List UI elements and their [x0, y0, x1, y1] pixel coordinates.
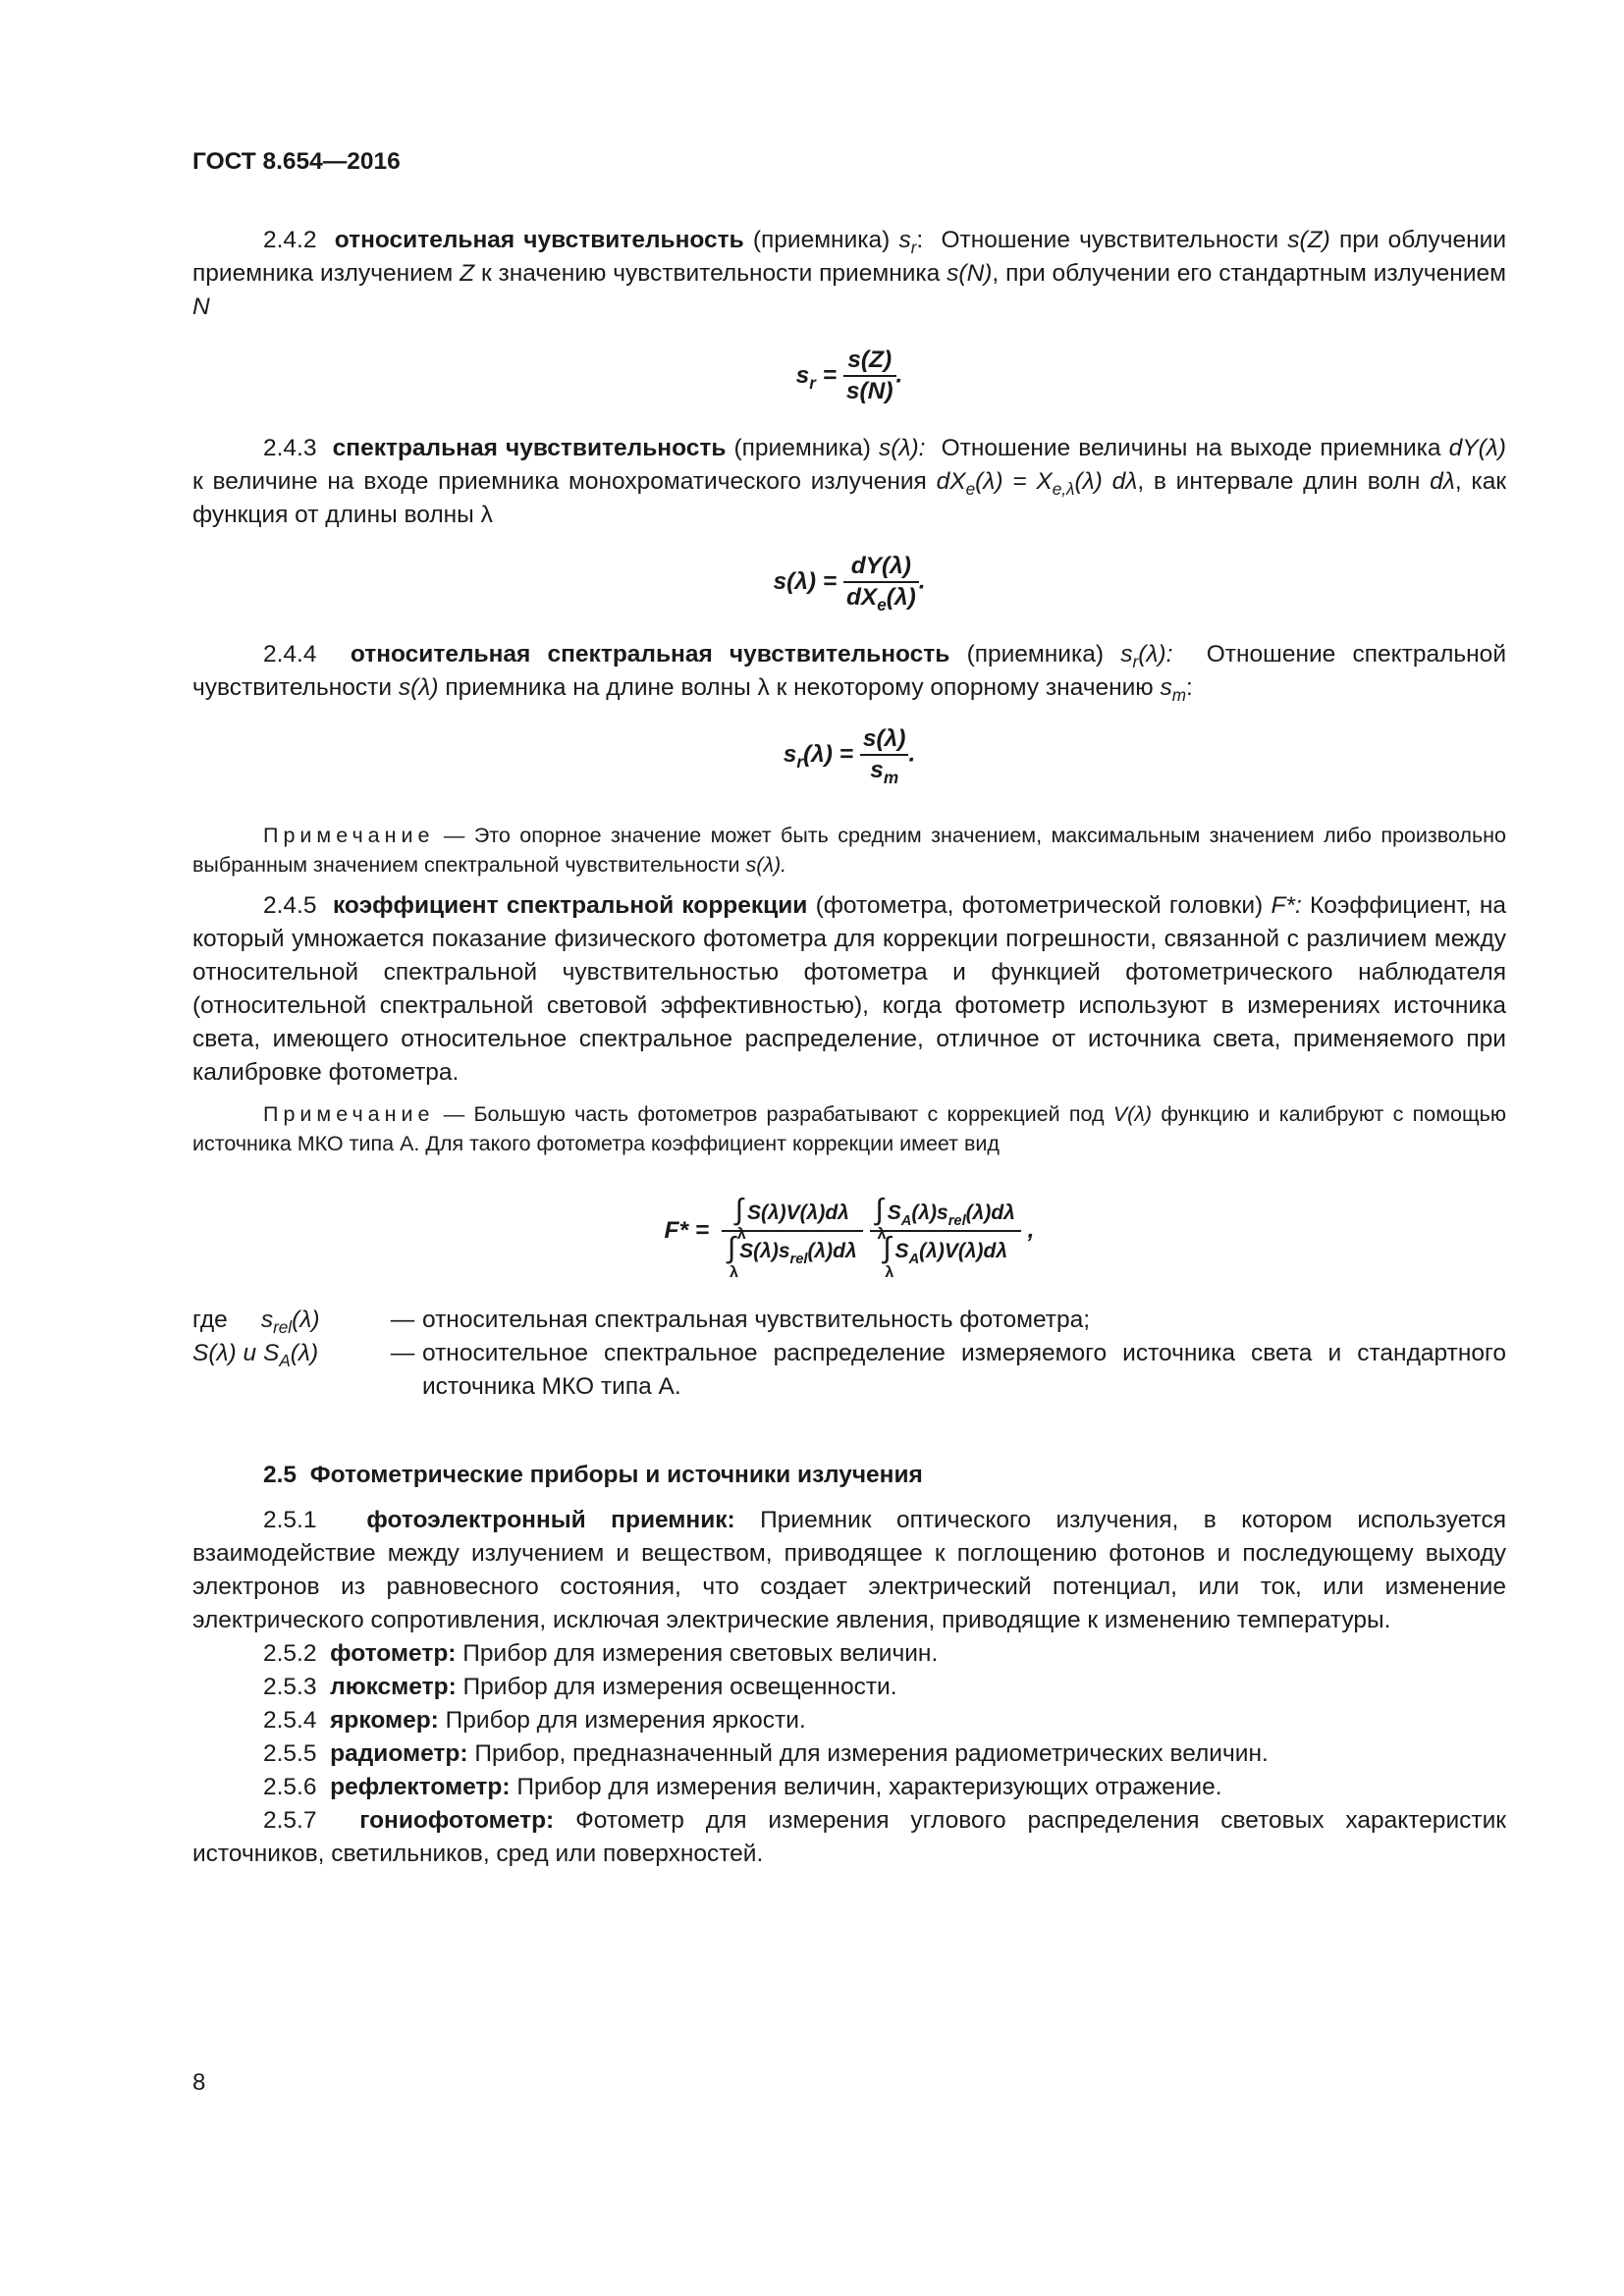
formula-2-4-2: $s_r$ = $\frac{s(Z)}{s(N)}$ .: [795, 347, 903, 404]
list-item: 2.5.7 гониофотометр: Фотометр для измерения углового распределения световых характеристик источников, светильников, сред или поверхностей.: [192, 1807, 1506, 1867]
term: относительная спектральная чувствительность: [350, 641, 950, 667]
clause-2-4-3: 2.4.3 спектральная чувствительность (приемника) s(λ): Отношение величины на выходе приемника dY(λ) к величине на входе приемника монохроматического излучения $dX_e(\lambda) = X_{e,\lambda}(\lambda)$ dλ, в интервале длин волн dλ, как функция от длины волны λ: [192, 435, 1507, 528]
clause-2-4-4: 2.4.4 относительная спектральная чувствительность (приемника) $s_r(\lambda)$: Отношение спектральной чувствительности s(λ) приемника на длине волны λ к некоторому опорному значению $s_m$:: [192, 641, 1506, 705]
note-1: Примечание — Это опорное значение может быть средним значением, максимальным значением либо произвольно выбранным значением спектральной чувствительности s(λ).: [192, 824, 1506, 877]
list-item: 2.5.2 фотометр: Прибор для измерения световых величин.: [263, 1640, 939, 1667]
symbol-definitions: [192, 1304, 1506, 1404]
page-number: 8: [192, 2069, 206, 2096]
formula-2-4-3: s(λ) = $\frac{dY(\lambda)}{dX_e(\lambda)}$ .: [773, 553, 926, 614]
term: спектральная чувствительность: [332, 435, 727, 461]
definition-row: где $s_{rel}(\lambda)$ — относительная спектральная чувствительность фотометра;: [192, 1307, 1091, 1337]
section-heading-2-5: 2.5 Фотометрические приборы и источники излучения: [263, 1462, 923, 1488]
list-item: 2.5.1 фотоэлектронный приемник: Приемник оптического излучения, в котором используется взаимодействие между излучением и веществом, приводящее к поглощению фотонов и последующему выходу электронов из равновесного состояния, что создает электрический потенциал, или ток, или изменение электрического сопротивления, исключая электрические явления, приводящие к изменению температуры.: [192, 1507, 1506, 1633]
definition-row: S(λ) и $S_A(\lambda)$ — относительное спектральное распределение измеряемого источника света и стандартного источника МКО типа А.: [192, 1340, 1506, 1400]
term: относительная чувствительность: [334, 227, 744, 253]
list-item: 2.5.5 радиометр: Прибор, предназначенный для измерения радиометрических величин.: [263, 1740, 1269, 1767]
clause-2-4-2: 2.4.2 относительная чувствительность (приемника) $s_r$: Отношение чувствительности s(Z) при облучении приемника излучением Z к значению чувствительности приемника s(N), при облучении его стандартным излучением N: [192, 227, 1507, 320]
note-2: Примечание — Большую часть фотометров разрабатывают с коррекцией под V(λ) функцию и калибруют с помощью источника МКО типа А. Для такого фотометра коэффициент коррекции имеет вид: [192, 1102, 1506, 1155]
formula-correction-factor: F* = ∫ λ S(λ)V(λ)dλ ∫ λ $S(\lambda)s_{rel}(\lambda)d\lambda$ ∫ λ $S_A(\lambda)s_{rel}(\lambda)d\lambda$ ∫ λ $S_A(\lambda)V(\lambda)d\lambda$ ,: [664, 1194, 1035, 1281]
clause-list-2-5: [192, 1504, 1506, 1871]
list-item: 2.5.4 яркомер: Прибор для измерения яркости.: [263, 1707, 806, 1734]
list-item: 2.5.6 рефлектометр: Прибор для измерения величин, характеризующих отражение.: [263, 1774, 1222, 1800]
term: коэффициент спектральной коррекции: [332, 892, 808, 919]
list-item: 2.5.3 люксметр: Прибор для измерения освещенности.: [263, 1674, 897, 1700]
clause-2-4-5: 2.4.5 коэффициент спектральной коррекции (фотометра, фотометрической головки) F*: Коэффициент, на который умножается показание физического фотометра для коррекции погрешности, связанной с различием между относительной спектральной чувствительностью фотометра и функцией фотометрического наблюдателя (относительной спектральной световой эффективностью), когда фотометр используют в измерениях источника света, имеющего относительное спектральное распределение, отличное от источника света, применяемого при калибровке фотометра.: [192, 892, 1506, 1086]
document-header: ГОСТ 8.654—2016: [192, 148, 401, 175]
document-page: [192, 145, 1506, 1871]
formula-2-4-4: $s_r(\lambda)$ = $\frac{s(\lambda)}{s_m}$ .: [783, 725, 916, 787]
